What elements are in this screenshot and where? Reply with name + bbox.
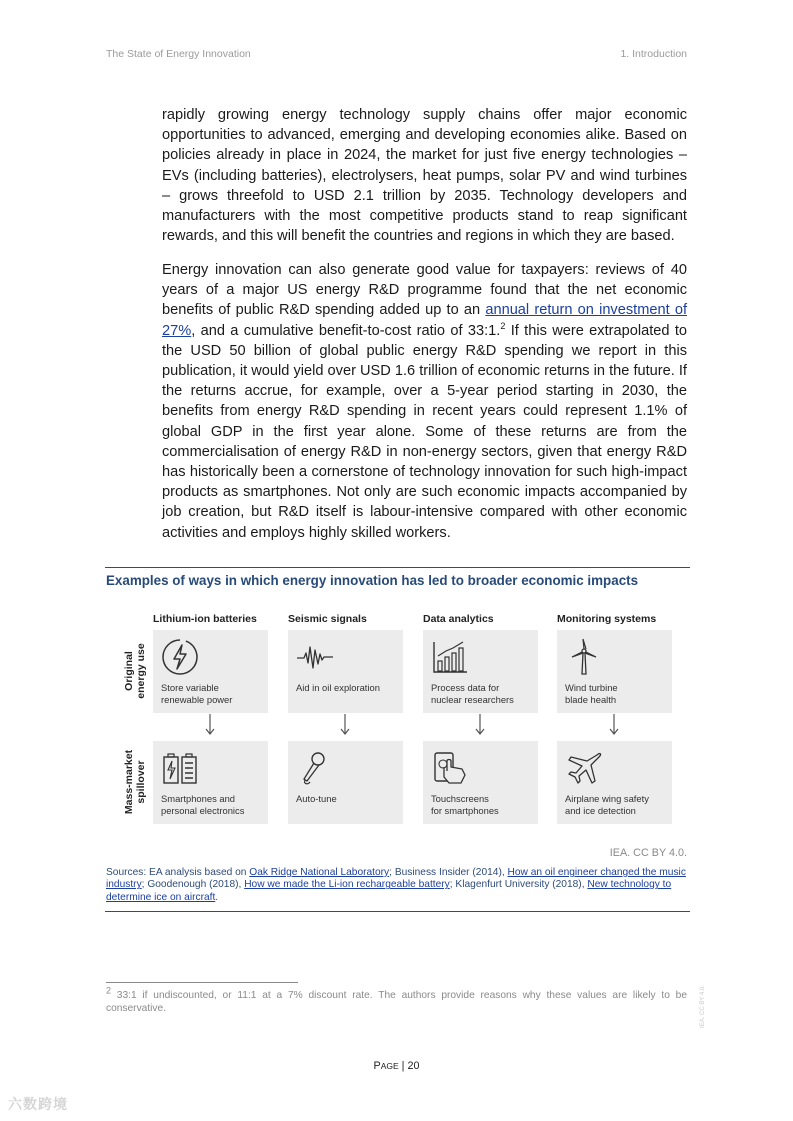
- page-number: [0, 1060, 793, 1072]
- card-auto-tune: [288, 741, 403, 824]
- footnote-rule: [106, 982, 298, 983]
- waveform-icon: [296, 638, 334, 676]
- column-label-seismic: Seismic signals: [288, 613, 367, 625]
- card-caption-line: for smartphones: [431, 804, 499, 816]
- card-caption-line: Airplane wing safety: [565, 793, 649, 804]
- footnote-text: 33:1 if undiscounted, or 11:1 at a 7% discount rate. The authors provide reasons why these values are likely to be conservative.: [106, 990, 687, 1014]
- card-wind-turbine-health: [557, 630, 672, 713]
- row-label-original-energy-use: [123, 631, 147, 711]
- paragraph-text: , and a cumulative benefit-to-cost ratio of 33:1.: [191, 322, 501, 339]
- bar-chart-icon: [431, 638, 469, 676]
- watermark: 六数跨境: [8, 1096, 68, 1112]
- card-nuclear-data: [423, 630, 538, 713]
- page-label-rest: AGE: [380, 1061, 399, 1071]
- footnote-ref[interactable]: 2: [500, 320, 506, 331]
- sources-text: .: [215, 891, 219, 903]
- card-store-renewable-power: [153, 630, 268, 713]
- source-link-oil-engineer[interactable]: How an oil engineer changed the music industry: [106, 867, 686, 891]
- page-separator: |: [398, 1060, 408, 1072]
- card-caption-line: Smartphones and: [161, 793, 236, 804]
- paragraph-text: Energy innovation can also generate good value for taxpayers: reviews of 40 years of a major US energy R&D programme found that the net economic benefits of public R&D spending added up to an: [162, 262, 687, 319]
- card-caption-line: blade health: [565, 693, 617, 705]
- body-paragraph-2: [162, 260, 687, 543]
- column-label-monitoring: Monitoring systems: [557, 613, 657, 625]
- annual-return-link[interactable]: annual return on investment of 27%: [162, 302, 687, 339]
- box-top-rule: [105, 567, 690, 568]
- row-label-line: Mass-market: [123, 749, 135, 815]
- card-caption-line: Wind turbine: [565, 682, 618, 693]
- card-caption-line: Aid in oil exploration: [296, 682, 380, 693]
- card-caption-line: nuclear researchers: [431, 693, 514, 705]
- footnote-number: 2: [106, 985, 112, 996]
- card-caption-line: Touchscreens: [431, 793, 489, 804]
- source-link-li-ion[interactable]: How we made the Li-ion rechargeable battery: [244, 879, 450, 891]
- paragraph-text: If this were extrapolated to the USD 50 billion of global public energy R&D spending we report in this publication, it would yield over USD 1.6 trillion of economic returns in the future. If the returns accrue, for example, over a 5-year period starting in 2030, the benefits from energy R&D spending in recent years could represent 1.1% of global GDP in the first year alone. Some of these returns are from the commercialisation of energy R&D in non-energy sectors, given that energy R&D has historically been a cornerstone of technology innovation for such high-impact products as smartphones. Not only are such economic impacts accompanied by job creation, but R&D itself is labour-intensive compared with other economic activities and employs highly skilled workers.: [162, 322, 688, 541]
- page-value: 20: [407, 1060, 420, 1072]
- battery-icon: [161, 749, 199, 787]
- source-link-ornl[interactable]: Oak Ridge National Laboratory: [249, 867, 390, 878]
- down-arrow-icon: [475, 714, 485, 736]
- card-caption-line: personal electronics: [161, 804, 245, 816]
- box-title: Examples of ways in which energy innovation has led to broader economic impacts: [106, 573, 639, 588]
- row-label-mass-market-spillover: [123, 742, 147, 822]
- running-header-title: The State of Energy Innovation: [106, 48, 251, 60]
- column-label-analytics: Data analytics: [423, 613, 494, 625]
- sources-note: [106, 867, 690, 904]
- down-arrow-icon: [609, 714, 619, 736]
- side-credit: IEA. CC BY 4.0.: [700, 985, 706, 1028]
- card-caption-line: renewable power: [161, 693, 233, 705]
- card-oil-exploration: [288, 630, 403, 713]
- row-label-line: spillover: [135, 760, 147, 804]
- lightning-icon: [161, 638, 199, 676]
- sources-text: ; Goodenough (2018),: [141, 879, 245, 891]
- column-label-batteries: Lithium-ion batteries: [153, 613, 257, 625]
- airplane-icon: [565, 749, 603, 787]
- card-caption-line: Auto-tune: [296, 793, 337, 804]
- page-label-initial: P: [373, 1060, 381, 1072]
- sources-text: ; Klagenfurt University (2018),: [449, 879, 588, 891]
- figure-credit: IEA. CC BY 4.0.: [609, 847, 687, 859]
- card-caption-line: Process data for: [431, 682, 500, 693]
- card-touchscreens: [423, 741, 538, 824]
- wind-turbine-icon: [565, 638, 603, 676]
- microphone-icon: [296, 749, 334, 787]
- footnote: [106, 985, 687, 1015]
- down-arrow-icon: [205, 714, 215, 736]
- box-bottom-rule: [105, 911, 690, 912]
- row-label-line: energy use: [135, 643, 147, 699]
- card-airplane-safety: [557, 741, 672, 824]
- source-link-ice-aircraft[interactable]: New technology to determine ice on aircraft: [106, 879, 672, 903]
- card-smartphones-electronics: [153, 741, 268, 824]
- touchscreen-icon: [431, 749, 469, 787]
- row-label-line: Original: [123, 651, 135, 691]
- down-arrow-icon: [340, 714, 350, 736]
- sources-text: ; Business Insider (2014),: [389, 867, 508, 878]
- card-caption-line: and ice detection: [565, 804, 636, 816]
- body-paragraph-1: rapidly growing energy technology supply chains offer major economic opportunities to advanced, emerging and developing economies alike. Based on policies already in place in 2024, the market for just five energy technologies – EVs (including batteries), electrolysers, heat pumps, solar PV and wind turbines – grows threefold to USD 2.1 trillion by 2035. Technology developers and manufacturers with the most competitive products stand to reap significant rewards, and this will benefit the countries and regions in which they are based.: [162, 107, 687, 245]
- running-header-section: 1. Introduction: [620, 48, 687, 60]
- card-caption-line: Store variable: [161, 682, 219, 693]
- sources-text: Sources: EA analysis based on: [106, 867, 250, 878]
